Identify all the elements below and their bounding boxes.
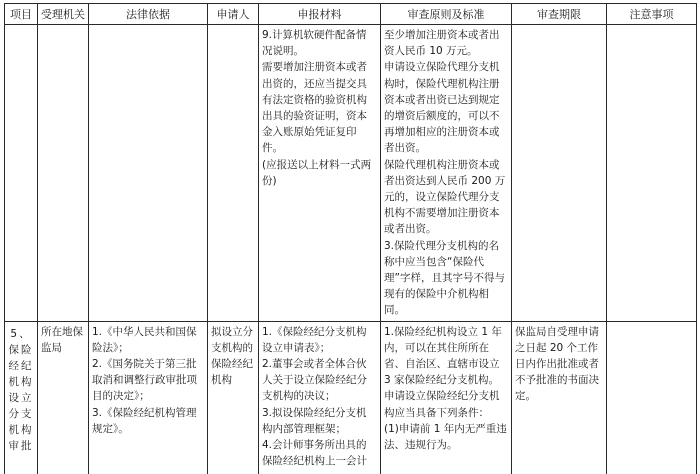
standards-text: 1.保险经纪机构设立 1 年内，可以在其住所所在省、自治区、直辖市设立 3 家保险经纪分支机构。申请设立保险经纪分支机构应当具备下列条件： (1)申请前 1 年内无严重违法、违规行为。 [384,325,507,452]
cell-standards [381,321,512,474]
applicant-text: 拟设立分支机构的保险经纪机构 [211,325,253,387]
approval-items-table [4,3,697,474]
materials-text: 9.计算机软硬件配备情况说明。 需要增加注册资本或者出资的，还应当提交具有法定资格的验资机构出具的验资证明，资本金入账原始凭证复印件。 (应报送以上材料一式两份) [262,29,372,187]
header-authority: 受理机关 [38,4,89,25]
cell-materials [259,25,381,322]
period-text: 保监局自受理申请之日起 20 个工作日内作出批准或者不予批准的书面决定。 [515,325,599,403]
cell-standards [381,25,512,322]
cell-notes [607,25,697,322]
header-period: 审查期限 [512,4,607,25]
cell-period [512,321,607,474]
cell-legal-basis [89,25,208,322]
header-legal-basis: 法律依据 [89,4,208,25]
project-text: 5、保险经纪机构设立分支机构审批 [8,327,34,452]
header-notes: 注意事项 [607,4,697,25]
cell-notes [607,321,697,474]
cell-project [5,321,38,474]
table-header-row [5,4,697,25]
cell-authority [38,25,89,322]
header-standards: 审查原则及标准 [381,4,512,25]
cell-authority [38,321,89,474]
cell-project [5,25,38,322]
cell-materials [259,321,381,474]
cell-applicant [208,321,259,474]
header-materials: 申报材料 [259,4,381,25]
header-applicant: 申请人 [208,4,259,25]
header-project: 项目 [5,4,38,25]
standards-text: 至少增加注册资本或者出资人民币 10 万元。 申请设立保险代理分支机构时，保险代理机构注册资本或者出资已达到规定的增资后额度的，可以不再增加相应的注册资本或者出资。 保险代理机构注册资本或者出资达到人民币 200 万元的，设立保险代理分支机构不需要增加注册资本或者出资。 3.保险代理分支机构的名称中应当包含“保险代理”字样，且其字号不得与现有的保险中介机构相同。 [384,29,506,317]
legal-basis-text: 1.《中华人民共和国保险法》； 2.《国务院关于第三批取消和调整行政审批项目的决定》； 3.《保险经纪机构管理规定》。 [92,325,197,435]
table-row [5,25,697,322]
cell-legal-basis [89,321,208,474]
table-row [5,321,697,474]
authority-text: 所在地保监局 [41,325,83,354]
materials-text: 1.《保险经纪分支机构设立申请表》； 2.董事会或者全体合伙人关于设立保险经纪分支机构的决议； 3.拟设保险经纪分支机构内部管理框架； 4.会计师事务所出具的保险经纪机构上一会计 [262,325,367,468]
cell-period [512,25,607,322]
cell-applicant [208,25,259,322]
